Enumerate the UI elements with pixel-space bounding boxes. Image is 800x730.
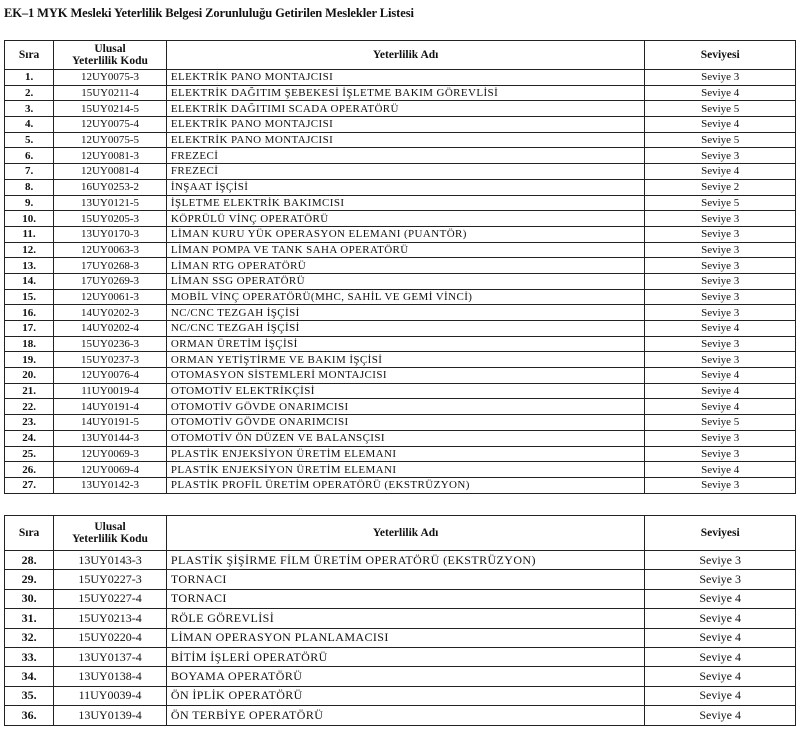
row-seviye: Seviye 4 (645, 164, 796, 180)
row-yeterlilik-adi: PLASTİK ENJEKSİYON ÜRETİM ELEMANI (166, 462, 644, 478)
row-yeterlilik-adi: MOBİL VİNÇ OPERATÖRÜ(MHC, SAHİL VE GEMİ VİNCİ) (166, 289, 644, 305)
header-kod (54, 41, 167, 70)
header-kod-line1: Ulusal (94, 521, 126, 533)
row-seviye: Seviye 4 (645, 368, 796, 384)
row-seviye: Seviye 3 (645, 211, 796, 227)
row-yeterlilik-adi: İŞLETME ELEKTRİK BAKIMCISI (166, 195, 644, 211)
row-seviye: Seviye 4 (645, 85, 796, 101)
header-seviye: Seviyesi (645, 41, 796, 70)
row-seviye: Seviye 3 (645, 477, 796, 493)
row-seviye: Seviye 3 (645, 352, 796, 368)
qualification-table-1 (4, 40, 796, 494)
table-row (5, 273, 796, 289)
row-seviye: Seviye 3 (645, 273, 796, 289)
row-seviye: Seviye 3 (645, 289, 796, 305)
table-row (5, 609, 796, 628)
row-sira: 28. (5, 551, 54, 570)
row-sira: 11. (5, 226, 54, 242)
row-kod: 17UY0268-3 (54, 258, 167, 274)
table-row (5, 195, 796, 211)
table-row (5, 383, 796, 399)
table-row (5, 132, 796, 148)
row-yeterlilik-adi: ELEKTRİK DAĞITIMI SCADA OPERATÖRÜ (166, 101, 644, 117)
table-row (5, 589, 796, 608)
row-seviye: Seviye 5 (645, 415, 796, 431)
table-row (5, 117, 796, 133)
row-yeterlilik-adi: OTOMASYON SİSTEMLERİ MONTAJCISI (166, 368, 644, 384)
row-seviye: Seviye 5 (645, 195, 796, 211)
table-row (5, 462, 796, 478)
row-kod: 13UY0144-3 (54, 430, 167, 446)
table-row (5, 242, 796, 258)
row-sira: 3. (5, 101, 54, 117)
row-sira: 19. (5, 352, 54, 368)
row-seviye: Seviye 3 (645, 336, 796, 352)
row-kod: 16UY0253-2 (54, 179, 167, 195)
row-sira: 10. (5, 211, 54, 227)
row-sira: 29. (5, 570, 54, 589)
row-sira: 21. (5, 383, 54, 399)
row-kod: 12UY0081-4 (54, 164, 167, 180)
row-yeterlilik-adi: OTOMOTİV ÖN DÜZEN VE BALANSÇISI (166, 430, 644, 446)
row-kod: 15UY0220-4 (54, 628, 167, 647)
header-kod-line2: Yeterlilik Kodu (72, 55, 148, 67)
row-yeterlilik-adi: OTOMOTİV GÖVDE ONARIMCISI (166, 415, 644, 431)
table-row (5, 647, 796, 666)
table-row (5, 667, 796, 686)
row-sira: 5. (5, 132, 54, 148)
row-seviye: Seviye 4 (645, 383, 796, 399)
header-adi: Yeterlilik Adı (166, 516, 644, 551)
row-yeterlilik-adi: BOYAMA OPERATÖRÜ (166, 667, 644, 686)
row-kod: 12UY0069-3 (54, 446, 167, 462)
table-row (5, 368, 796, 384)
header-sira: Sıra (5, 41, 54, 70)
row-sira: 18. (5, 336, 54, 352)
row-yeterlilik-adi: BİTİM İŞLERİ OPERATÖRÜ (166, 647, 644, 666)
row-seviye: Seviye 3 (645, 226, 796, 242)
row-seviye: Seviye 3 (645, 446, 796, 462)
header-kod-line1: Ulusal (94, 43, 126, 55)
row-kod: 13UY0139-4 (54, 706, 167, 725)
row-yeterlilik-adi: LİMAN RTG OPERATÖRÜ (166, 258, 644, 274)
row-kod: 13UY0142-3 (54, 477, 167, 493)
row-seviye: Seviye 3 (645, 430, 796, 446)
row-seviye: Seviye 4 (645, 706, 796, 725)
row-seviye: Seviye 3 (645, 242, 796, 258)
row-seviye: Seviye 4 (645, 321, 796, 337)
row-sira: 14. (5, 273, 54, 289)
row-kod: 13UY0170-3 (54, 226, 167, 242)
row-sira: 12. (5, 242, 54, 258)
row-kod: 13UY0143-3 (54, 551, 167, 570)
row-seviye: Seviye 4 (645, 628, 796, 647)
row-seviye: Seviye 5 (645, 132, 796, 148)
row-yeterlilik-adi: PLASTİK PROFİL ÜRETİM OPERATÖRÜ (EKSTRÜZYON) (166, 477, 644, 493)
table-body-1 (5, 70, 796, 494)
row-seviye: Seviye 3 (645, 258, 796, 274)
row-sira: 4. (5, 117, 54, 133)
row-sira: 35. (5, 686, 54, 705)
row-kod: 13UY0137-4 (54, 647, 167, 666)
row-sira: 16. (5, 305, 54, 321)
row-seviye: Seviye 4 (645, 686, 796, 705)
row-seviye: Seviye 4 (645, 399, 796, 415)
table-row (5, 321, 796, 337)
row-kod: 14UY0191-4 (54, 399, 167, 415)
row-sira: 6. (5, 148, 54, 164)
table-row (5, 352, 796, 368)
row-yeterlilik-adi: PLASTİK ŞİŞİRME FİLM ÜRETİM OPERATÖRÜ (EKSTRÜZYON) (166, 551, 644, 570)
table-body-2 (5, 551, 796, 726)
table-row (5, 415, 796, 431)
row-yeterlilik-adi: ELEKTRİK PANO MONTAJCISI (166, 117, 644, 133)
table-row (5, 305, 796, 321)
row-yeterlilik-adi: NC/CNC TEZGAH İŞÇİSİ (166, 305, 644, 321)
row-kod: 15UY0213-4 (54, 609, 167, 628)
table-row (5, 226, 796, 242)
table-row (5, 706, 796, 725)
row-sira: 25. (5, 446, 54, 462)
row-yeterlilik-adi: ELEKTRİK DAĞITIM ŞEBEKESİ İŞLETME BAKIM GÖREVLİSİ (166, 85, 644, 101)
row-sira: 36. (5, 706, 54, 725)
row-sira: 15. (5, 289, 54, 305)
row-kod: 13UY0138-4 (54, 667, 167, 686)
table-row (5, 101, 796, 117)
row-kod: 12UY0075-5 (54, 132, 167, 148)
row-sira: 22. (5, 399, 54, 415)
table-row (5, 686, 796, 705)
header-seviye: Seviyesi (645, 516, 796, 551)
row-yeterlilik-adi: LİMAN KURU YÜK OPERASYON ELEMANI (PUANTÖR) (166, 226, 644, 242)
row-yeterlilik-adi: ELEKTRİK PANO MONTAJCISI (166, 132, 644, 148)
row-kod: 12UY0061-3 (54, 289, 167, 305)
row-yeterlilik-adi: NC/CNC TEZGAH İŞÇİSİ (166, 321, 644, 337)
table-row (5, 258, 796, 274)
row-kod: 11UY0019-4 (54, 383, 167, 399)
table-row (5, 289, 796, 305)
row-kod: 14UY0202-3 (54, 305, 167, 321)
row-kod: 12UY0075-3 (54, 70, 167, 86)
table-row (5, 164, 796, 180)
row-seviye: Seviye 2 (645, 179, 796, 195)
row-sira: 17. (5, 321, 54, 337)
row-seviye: Seviye 4 (645, 589, 796, 608)
row-yeterlilik-adi: TORNACI (166, 570, 644, 589)
table-header-row (5, 516, 796, 551)
row-seviye: Seviye 3 (645, 148, 796, 164)
row-seviye: Seviye 4 (645, 462, 796, 478)
header-kod-line2: Yeterlilik Kodu (72, 533, 148, 545)
document-title: EK–1 MYK Mesleki Yeterlilik Belgesi Zorunluluğu Getirilen Meslekler Listesi (4, 6, 414, 20)
row-sira: 31. (5, 609, 54, 628)
row-seviye: Seviye 3 (645, 570, 796, 589)
row-kod: 15UY0236-3 (54, 336, 167, 352)
row-sira: 23. (5, 415, 54, 431)
row-sira: 13. (5, 258, 54, 274)
row-kod: 12UY0076-4 (54, 368, 167, 384)
row-yeterlilik-adi: LİMAN POMPA VE TANK SAHA OPERATÖRÜ (166, 242, 644, 258)
qualification-table-2 (4, 515, 796, 726)
table-row (5, 430, 796, 446)
row-sira: 20. (5, 368, 54, 384)
row-seviye: Seviye 4 (645, 117, 796, 133)
row-sira: 34. (5, 667, 54, 686)
row-sira: 1. (5, 70, 54, 86)
row-yeterlilik-adi: ÖN İPLİK OPERATÖRÜ (166, 686, 644, 705)
row-sira: 30. (5, 589, 54, 608)
table-row (5, 446, 796, 462)
row-yeterlilik-adi: PLASTİK ENJEKSİYON ÜRETİM ELEMANI (166, 446, 644, 462)
row-kod: 12UY0063-3 (54, 242, 167, 258)
row-kod: 15UY0214-5 (54, 101, 167, 117)
table-row (5, 85, 796, 101)
row-yeterlilik-adi: ORMAN YETİŞTİRME VE BAKIM İŞÇİSİ (166, 352, 644, 368)
row-yeterlilik-adi: ÖN TERBİYE OPERATÖRÜ (166, 706, 644, 725)
row-yeterlilik-adi: KÖPRÜLÜ VİNÇ OPERATÖRÜ (166, 211, 644, 227)
row-yeterlilik-adi: OTOMOTİV ELEKTRİKÇİSİ (166, 383, 644, 399)
table-row (5, 477, 796, 493)
row-kod: 12UY0069-4 (54, 462, 167, 478)
row-sira: 8. (5, 179, 54, 195)
row-seviye: Seviye 4 (645, 609, 796, 628)
row-kod: 11UY0039-4 (54, 686, 167, 705)
row-seviye: Seviye 3 (645, 305, 796, 321)
table-row (5, 628, 796, 647)
row-sira: 26. (5, 462, 54, 478)
table-row (5, 179, 796, 195)
row-kod: 14UY0202-4 (54, 321, 167, 337)
row-yeterlilik-adi: ORMAN ÜRETİM İŞÇİSİ (166, 336, 644, 352)
row-sira: 9. (5, 195, 54, 211)
row-sira: 33. (5, 647, 54, 666)
row-yeterlilik-adi: ELEKTRİK PANO MONTAJCISI (166, 70, 644, 86)
table-row (5, 148, 796, 164)
row-kod: 13UY0121-5 (54, 195, 167, 211)
row-kod: 14UY0191-5 (54, 415, 167, 431)
row-kod: 17UY0269-3 (54, 273, 167, 289)
row-sira: 27. (5, 477, 54, 493)
row-seviye: Seviye 5 (645, 101, 796, 117)
header-adi: Yeterlilik Adı (166, 41, 644, 70)
row-yeterlilik-adi: RÖLE GÖREVLİSİ (166, 609, 644, 628)
row-kod: 15UY0227-3 (54, 570, 167, 589)
row-yeterlilik-adi: FREZECİ (166, 164, 644, 180)
header-sira: Sıra (5, 516, 54, 551)
row-sira: 32. (5, 628, 54, 647)
row-kod: 15UY0227-4 (54, 589, 167, 608)
row-sira: 24. (5, 430, 54, 446)
row-kod: 15UY0205-3 (54, 211, 167, 227)
row-kod: 12UY0081-3 (54, 148, 167, 164)
table-row (5, 336, 796, 352)
row-kod: 15UY0211-4 (54, 85, 167, 101)
row-seviye: Seviye 4 (645, 647, 796, 666)
table-row (5, 70, 796, 86)
row-kod: 12UY0075-4 (54, 117, 167, 133)
table-row (5, 551, 796, 570)
table-row (5, 211, 796, 227)
row-sira: 2. (5, 85, 54, 101)
row-seviye: Seviye 3 (645, 70, 796, 86)
row-yeterlilik-adi: LİMAN OPERASYON PLANLAMACISI (166, 628, 644, 647)
row-seviye: Seviye 4 (645, 667, 796, 686)
row-sira: 7. (5, 164, 54, 180)
row-kod: 15UY0237-3 (54, 352, 167, 368)
table-row (5, 570, 796, 589)
row-yeterlilik-adi: İNŞAAT İŞÇİSİ (166, 179, 644, 195)
row-yeterlilik-adi: TORNACI (166, 589, 644, 608)
table-row (5, 399, 796, 415)
table-header-row (5, 41, 796, 70)
row-seviye: Seviye 3 (645, 551, 796, 570)
header-kod (54, 516, 167, 551)
row-yeterlilik-adi: LİMAN SSG OPERATÖRÜ (166, 273, 644, 289)
row-yeterlilik-adi: OTOMOTİV GÖVDE ONARIMCISI (166, 399, 644, 415)
row-yeterlilik-adi: FREZECİ (166, 148, 644, 164)
